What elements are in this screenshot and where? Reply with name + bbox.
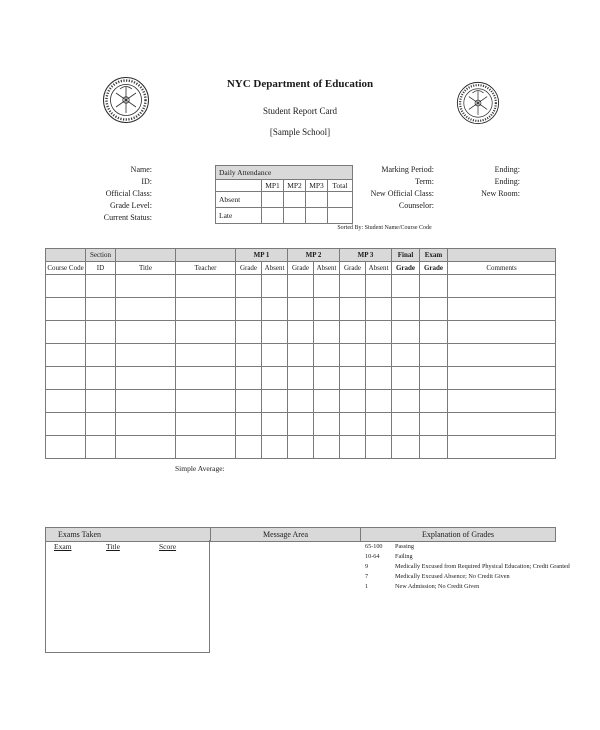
grade-code: 65-100	[365, 543, 383, 550]
grade-cell	[288, 436, 314, 459]
grade-cell	[448, 298, 556, 321]
grade-row	[46, 367, 556, 390]
explanation-item	[365, 542, 555, 552]
student-info-labels	[38, 164, 152, 224]
simple-average-label: Simple Average:	[175, 464, 225, 473]
grade-cell	[366, 298, 392, 321]
grade-cell	[340, 275, 366, 298]
grade-cell	[392, 275, 420, 298]
attendance-title: Daily Attendance	[216, 166, 353, 180]
grade-cell	[314, 413, 340, 436]
grade-cell	[176, 275, 236, 298]
grade-cell	[236, 321, 262, 344]
grade-cell	[392, 367, 420, 390]
grade-cell	[420, 298, 448, 321]
mp1-absent-header: Absent	[262, 262, 288, 275]
grade-cell	[86, 390, 116, 413]
grade-cell	[176, 436, 236, 459]
bottom-section	[45, 527, 570, 590]
grade-cell	[314, 298, 340, 321]
grade-cell	[86, 367, 116, 390]
grade-row	[46, 321, 556, 344]
attendance-cell	[306, 208, 328, 224]
grade-cell	[314, 367, 340, 390]
grade-cell	[46, 298, 86, 321]
final-grade-header: Grade	[392, 262, 420, 275]
mp1-grade-header: Grade	[236, 262, 262, 275]
grade-cell	[392, 344, 420, 367]
grade-cell	[448, 344, 556, 367]
grade-cell	[448, 436, 556, 459]
grade-row	[46, 436, 556, 459]
grade-cell	[46, 436, 86, 459]
id-label: ID:	[141, 177, 152, 186]
explanation-item	[365, 582, 555, 592]
grade-cell	[420, 367, 448, 390]
exam-col-header: Exam	[54, 542, 72, 551]
grade-cell	[46, 321, 86, 344]
grade-cell	[262, 321, 288, 344]
grade-cell	[392, 436, 420, 459]
explanation-item	[365, 552, 555, 562]
grade-cell	[288, 413, 314, 436]
grade-cell	[288, 367, 314, 390]
grade-cell	[420, 413, 448, 436]
grade-row	[46, 390, 556, 413]
grade-cell	[366, 344, 392, 367]
spacer-cell	[448, 249, 556, 262]
explanation-item	[365, 562, 570, 572]
grade-desc: Failing	[395, 553, 413, 560]
grade-cell	[116, 298, 176, 321]
grade-cell	[288, 390, 314, 413]
marking-info-labels	[328, 164, 434, 212]
official-class-label: Official Class:	[105, 189, 152, 198]
grade-cell	[176, 413, 236, 436]
grade-rows	[46, 275, 556, 459]
mp2-absent-header: Absent	[314, 262, 340, 275]
name-label: Name:	[130, 165, 152, 174]
attendance-cell	[284, 208, 306, 224]
grade-cell	[236, 275, 262, 298]
grade-cell	[262, 413, 288, 436]
grade-cell	[392, 321, 420, 344]
comments-header: Comments	[448, 262, 556, 275]
section-id-header: ID	[86, 262, 116, 275]
grade-cell	[448, 321, 556, 344]
attendance-cell	[262, 192, 284, 208]
grade-cell	[46, 275, 86, 298]
grade-cell	[262, 298, 288, 321]
exam-grade-header: Grade	[420, 262, 448, 275]
grade-row	[46, 413, 556, 436]
grade-cell	[314, 436, 340, 459]
attendance-cell	[306, 192, 328, 208]
grade-cell	[86, 275, 116, 298]
grade-cell	[340, 436, 366, 459]
exams-column-headers	[46, 540, 209, 551]
spacer-cell	[216, 180, 262, 192]
grade-cell	[366, 413, 392, 436]
grade-cell	[86, 298, 116, 321]
ending-label-2: Ending:	[494, 177, 520, 186]
grade-cell	[46, 367, 86, 390]
grade-code: 1	[365, 583, 369, 590]
grade-level-label: Grade Level:	[110, 201, 152, 210]
mp2-header: MP 2	[288, 249, 340, 262]
grade-cell	[262, 390, 288, 413]
org-title: NYC Department of Education	[226, 78, 374, 90]
grade-row	[46, 275, 556, 298]
explanation-of-grades-header: Explanation of Grades	[361, 528, 556, 542]
grade-desc: Medically Excused from Required Physical Education; Credit Granted	[395, 563, 570, 570]
mp3-header: MP 3	[340, 249, 392, 262]
spacer-cell	[46, 249, 86, 262]
grade-cell	[420, 321, 448, 344]
grade-cell	[46, 413, 86, 436]
grade-cell	[176, 367, 236, 390]
grade-cell	[236, 390, 262, 413]
grade-cell	[262, 275, 288, 298]
grade-cell	[420, 436, 448, 459]
grade-cell	[366, 436, 392, 459]
marking-period-label: Marking Period:	[381, 165, 434, 174]
explanation-item	[365, 572, 555, 582]
message-area-header: Message Area	[211, 528, 361, 542]
grade-cell	[340, 367, 366, 390]
grade-code: 7	[365, 573, 369, 580]
late-row-label: Late	[216, 208, 262, 224]
grade-cell	[86, 436, 116, 459]
grade-cell	[448, 390, 556, 413]
grade-cell	[262, 344, 288, 367]
mp1-header: MP 1	[236, 249, 288, 262]
grade-cell	[420, 344, 448, 367]
grade-cell	[46, 390, 86, 413]
mp2-grade-header: Grade	[288, 262, 314, 275]
grade-cell	[314, 390, 340, 413]
grade-cell	[262, 436, 288, 459]
spacer-cell	[116, 249, 176, 262]
exam-title-col-header: Title	[106, 542, 120, 551]
spacer-cell	[176, 249, 236, 262]
grade-cell	[340, 413, 366, 436]
current-status-label: Current Status:	[103, 213, 152, 222]
attendance-col-mp2: MP2	[284, 180, 306, 192]
exam-header: Exam	[420, 249, 448, 262]
grade-cell	[340, 298, 366, 321]
grades-table	[45, 248, 556, 459]
grade-cell	[116, 275, 176, 298]
new-official-class-label: New Official Class:	[370, 189, 434, 198]
grade-cell	[46, 344, 86, 367]
grade-cell	[176, 344, 236, 367]
attendance-col-mp3: MP3	[306, 180, 328, 192]
grade-cell	[288, 275, 314, 298]
sorted-by-note: Sorted By: Student Name/Course Code	[337, 225, 432, 231]
grade-cell	[420, 390, 448, 413]
grade-cell	[288, 298, 314, 321]
ending-label-1: Ending:	[494, 165, 520, 174]
teacher-header: Teacher	[176, 262, 236, 275]
mp3-grade-header: Grade	[340, 262, 366, 275]
grade-cell	[236, 344, 262, 367]
course-code-header: Course Code	[46, 262, 86, 275]
grade-cell	[448, 275, 556, 298]
grade-cell	[288, 344, 314, 367]
counselor-label: Counselor:	[398, 201, 434, 210]
term-label: Term:	[415, 177, 434, 186]
grade-cell	[314, 275, 340, 298]
section-header: Section	[86, 249, 116, 262]
exams-taken-box	[45, 540, 210, 653]
doc-title: Student Report Card	[263, 106, 337, 116]
grade-cell	[392, 298, 420, 321]
explanation-of-grades-list	[365, 542, 570, 592]
new-room-label: New Room:	[481, 189, 520, 198]
attendance-cell	[262, 208, 284, 224]
grade-cell	[176, 390, 236, 413]
grade-cell	[86, 413, 116, 436]
grade-cell	[116, 413, 176, 436]
grade-desc: Medically Excused Absence; No Credit Given	[395, 573, 510, 580]
grade-cell	[314, 321, 340, 344]
attendance-col-mp1: MP1	[262, 180, 284, 192]
grade-code: 10-64	[365, 553, 380, 560]
grade-cell	[262, 367, 288, 390]
grade-cell	[366, 367, 392, 390]
exam-score-col-header: Score	[159, 542, 177, 551]
grade-code: 9	[365, 563, 369, 570]
grade-cell	[366, 321, 392, 344]
grade-cell	[288, 321, 314, 344]
title-header: Title	[116, 262, 176, 275]
grade-cell	[236, 367, 262, 390]
grade-cell	[340, 344, 366, 367]
grade-cell	[176, 321, 236, 344]
final-header: Final	[392, 249, 420, 262]
grades-header-sub	[46, 262, 556, 275]
attendance-col-total: Total	[328, 180, 353, 192]
mp3-absent-header: Absent	[366, 262, 392, 275]
grade-row	[46, 344, 556, 367]
attendance-cell	[284, 192, 306, 208]
grade-cell	[116, 344, 176, 367]
grade-cell	[236, 436, 262, 459]
grade-desc: New Admission; No Credit Given	[395, 583, 480, 590]
grade-cell	[86, 344, 116, 367]
grade-cell	[420, 275, 448, 298]
grade-cell	[392, 413, 420, 436]
grade-row	[46, 298, 556, 321]
grade-cell	[340, 321, 366, 344]
grade-cell	[116, 367, 176, 390]
grade-cell	[448, 413, 556, 436]
grade-cell	[236, 298, 262, 321]
exams-taken-header: Exams Taken	[46, 528, 211, 542]
grade-cell	[176, 298, 236, 321]
grade-cell	[366, 275, 392, 298]
grade-cell	[236, 413, 262, 436]
grade-cell	[366, 390, 392, 413]
school-name: [Sample School]	[269, 127, 331, 137]
right-info-labels	[452, 164, 520, 200]
grades-header-top	[46, 249, 556, 262]
header-titles	[0, 78, 600, 137]
grade-cell	[340, 390, 366, 413]
grade-cell	[116, 390, 176, 413]
grade-cell	[392, 390, 420, 413]
absent-row-label: Absent	[216, 192, 262, 208]
grade-cell	[116, 436, 176, 459]
grade-cell	[86, 321, 116, 344]
grade-desc: Passing	[395, 543, 414, 550]
grade-cell	[448, 367, 556, 390]
grade-cell	[314, 344, 340, 367]
grade-cell	[116, 321, 176, 344]
